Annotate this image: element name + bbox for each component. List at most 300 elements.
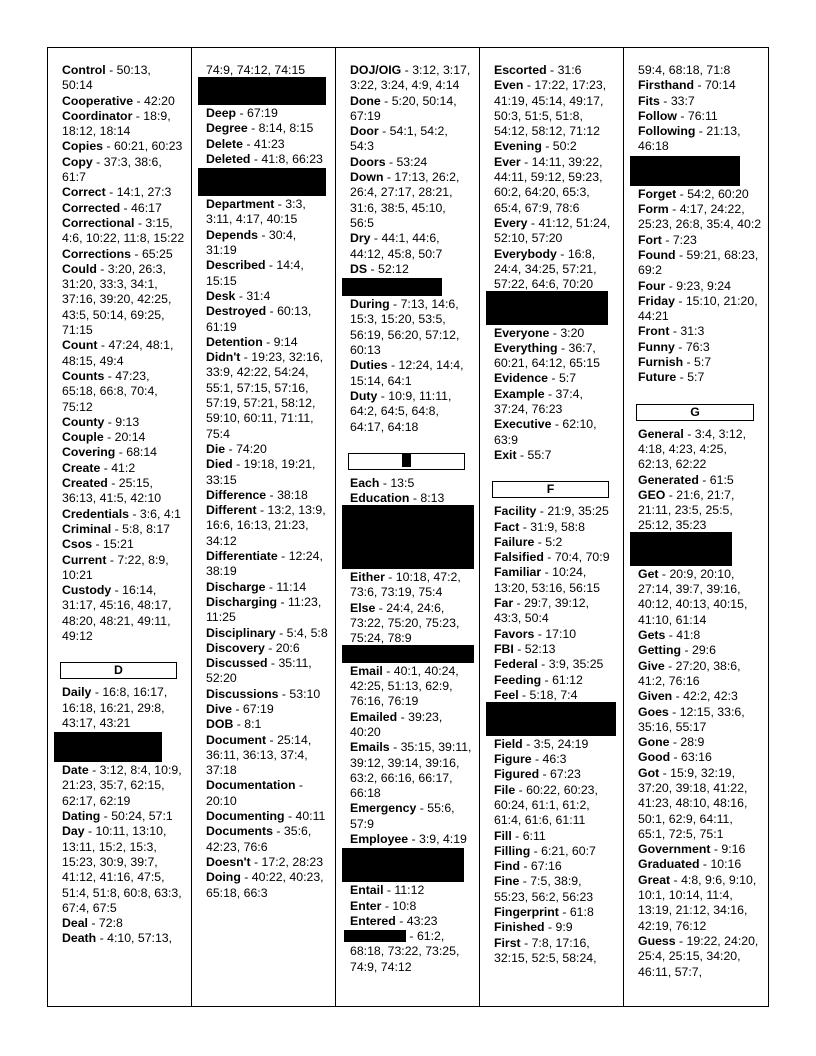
index-term: Emergency bbox=[350, 801, 417, 816]
index-entry: Correctional - 3:15, 4:6, 10:22, 11:8, 15:22 bbox=[62, 215, 185, 246]
index-entry: Fort - 7:23 bbox=[638, 232, 697, 247]
index-entry: Current - 7:22, 8:9, 10:21 bbox=[62, 552, 169, 582]
index-entry: Cooperative - 42:20 bbox=[62, 93, 175, 108]
index-entry: Good - 63:16 bbox=[638, 750, 712, 765]
index-entry: Failure - 5:2 bbox=[494, 534, 563, 549]
index-refs: 3:4, 3:12, 4:18, 4:23, 4:25, 62:13, 62:22 bbox=[638, 426, 747, 472]
index-entry: Difference - 38:18 bbox=[206, 487, 308, 502]
index-entry: DS - 52:12 bbox=[350, 261, 409, 276]
redacted-letter bbox=[402, 454, 411, 467]
index-term: Follow bbox=[638, 108, 677, 123]
index-term: Entail bbox=[350, 883, 384, 898]
index-term: Federal bbox=[494, 657, 538, 672]
index-refs: 3:20, 26:3, 31:20, 33:3, 34:1, 37:16, 39:20, 42:25, 43:5, 50:14, 69:25, 71:15 bbox=[62, 261, 172, 338]
index-term: Feel bbox=[494, 687, 519, 701]
index-entry: Corrected - 46:17 bbox=[62, 200, 162, 215]
index-refs: 3:3, 3:11, 4:17, 40:15 bbox=[206, 197, 306, 227]
index-refs: 17:2, 28:23 bbox=[261, 854, 324, 869]
index-entry: DOJ/OIG - 3:12, 3:17, 3:22, 3:24, 4:9, 4:14 bbox=[350, 63, 471, 93]
index-refs: 20:9, 20:10, 27:14, 39:7, 39:16, 40:12, 40:13, 40:15, 41:10, 61:14 bbox=[638, 566, 748, 627]
index-entry: Every - 41:12, 51:24, 52:10, 57:20 bbox=[494, 215, 611, 246]
index-entry: Day - 10:11, 13:10, 13:11, 15:2, 15:3, 15:23, 30:9, 39:7, 41:12, 41:16, 47:5, 51:4, 51:8, 60:8, 63:3, 67:4, 67:5 bbox=[62, 824, 182, 915]
index-term: Field bbox=[494, 736, 523, 751]
index-refs: 31:6 bbox=[557, 63, 582, 77]
index-term: Filling bbox=[494, 843, 531, 858]
index-entry: Given - 42:2, 42:3 bbox=[638, 689, 738, 704]
index-term: Different bbox=[206, 503, 257, 518]
index-term: Duty bbox=[350, 388, 378, 403]
index-term: Documenting bbox=[206, 809, 285, 824]
index-refs: 13:5 bbox=[390, 475, 415, 490]
index-term: Dry bbox=[350, 231, 371, 246]
index-refs: 3:12, 3:17, 3:22, 3:24, 4:9, 4:14 bbox=[350, 63, 471, 93]
index-refs: 76:11 bbox=[687, 108, 718, 123]
index-entry: Death - 4:10, 57:13, bbox=[62, 931, 173, 946]
index-entry: Different - 13:2, 13:9, 16:6, 16:13, 21:23, 34:12 bbox=[206, 503, 326, 548]
index-refs: 3:5, 24:19 bbox=[533, 736, 589, 751]
section-gap bbox=[62, 644, 185, 654]
index-term: Figured bbox=[494, 767, 540, 782]
index-refs: 9:16 bbox=[721, 842, 746, 857]
index-refs: 10:8 bbox=[392, 898, 417, 913]
index-term: DOB bbox=[206, 717, 234, 732]
index-refs: 7:22, 8:9, 10:21 bbox=[62, 552, 169, 582]
index-term: Delete bbox=[206, 136, 243, 151]
index-term: Firsthand bbox=[638, 78, 695, 93]
index-term: Guess bbox=[638, 933, 676, 948]
index-term: During bbox=[350, 297, 390, 312]
index-term: Given bbox=[638, 689, 673, 704]
index-refs: 74:9, 74:12, 74:15 bbox=[206, 63, 306, 76]
index-entry: First - 7:8, 17:16, 32:15, 52:5, 58:24, bbox=[494, 935, 597, 965]
index-refs: 31:4 bbox=[246, 288, 271, 303]
index-refs: 19:22, 24:20, 25:4, 25:15, 34:20, 46:11, 57:7, bbox=[638, 933, 759, 979]
index-entry: Done - 5:20, 50:14, 67:19 bbox=[350, 93, 457, 123]
index-entry: Follow - 76:11 bbox=[638, 108, 718, 123]
index-entry: Everybody - 16:8, 24:4, 34:25, 57:21, 57:22, 64:6, 70:20 bbox=[494, 246, 597, 290]
index-refs: 21:6, 21:7, 21:11, 23:5, 25:5, 25:12, 35:23 bbox=[638, 487, 735, 531]
index-refs: 52:13 bbox=[524, 641, 556, 656]
index-entry: Document - 25:14, 36:11, 36:13, 37:4, 37:18 bbox=[206, 732, 312, 778]
index-refs: 8:1 bbox=[244, 717, 262, 732]
index-refs: 15:10, 21:20, 44:21 bbox=[638, 293, 758, 324]
index-entry: Facility - 21:9, 35:25 bbox=[494, 504, 609, 519]
index-refs: 46:17 bbox=[131, 200, 162, 215]
index-term: Fits bbox=[638, 93, 660, 108]
index-term: Desk bbox=[206, 288, 236, 303]
index-entry: Delete - 41:23 bbox=[206, 136, 285, 151]
index-term: Covering bbox=[62, 445, 116, 460]
index-entry: Graduated - 10:16 bbox=[638, 857, 742, 872]
index-column-3 bbox=[336, 47, 479, 1007]
index-refs: 39:23, 40:20 bbox=[350, 709, 443, 739]
index-entry: Great - 4:8, 9:6, 9:10, 10:1, 10:14, 11:4, 13:19, 21:12, 34:16, 42:19, 76:12 bbox=[638, 872, 757, 933]
index-refs: 70:14 bbox=[704, 78, 736, 93]
index-entry: Down - 17:13, 26:2, 26:4, 27:17, 28:21, 31:6, 38:5, 45:10, 56:5 bbox=[350, 170, 460, 230]
index-term: Gets bbox=[638, 628, 666, 643]
index-term: Dating bbox=[62, 809, 101, 824]
index-refs: 60:13, 61:19 bbox=[206, 304, 312, 334]
index-refs: 61:5 bbox=[709, 472, 734, 487]
index-entry: Disciplinary - 5:4, 5:8 bbox=[206, 625, 328, 640]
index-entry: Forget - 54:2, 60:20 bbox=[638, 186, 749, 201]
index-refs: 19:18, 19:21, 33:15 bbox=[206, 457, 316, 487]
index-entry: Falsified - 70:4, 70:9 bbox=[494, 550, 610, 565]
index-refs: 29:6 bbox=[691, 643, 716, 658]
index-term: Finished bbox=[494, 920, 545, 935]
index-entry: Four - 9:23, 9:24 bbox=[638, 278, 731, 293]
index-entry: Could - 3:20, 26:3, 31:20, 33:3, 34:1, 37:16, 39:20, 42:25, 43:5, 50:14, 69:25, 71:15 bbox=[62, 261, 172, 338]
index-refs: 3:12, 8:4, 10:9, 21:23, 35:7, 62:15, 62:17, 62:19 bbox=[62, 763, 182, 808]
index-entry: Gone - 28:9 bbox=[638, 735, 705, 750]
index-term: Door bbox=[350, 124, 379, 139]
index-term: Everyone bbox=[494, 325, 550, 340]
index-term: Furnish bbox=[638, 355, 684, 370]
letter-header bbox=[348, 453, 465, 470]
index-term: Four bbox=[638, 278, 666, 293]
index-term: Doesn't bbox=[206, 854, 251, 869]
index-entry: Employee - 3:9, 4:19 bbox=[350, 831, 467, 846]
index-term: Discovery bbox=[206, 640, 265, 655]
index-term: Emailed bbox=[350, 709, 398, 724]
index-term: Current bbox=[62, 552, 107, 567]
index-refs: 70:4, 70:9 bbox=[554, 550, 610, 565]
index-refs: 14:11, 39:22, 44:11, 59:12, 59:23, 60:2, 64:20, 65:3, 65:4, 67:9, 78:6 bbox=[494, 154, 603, 215]
index-refs: 17:22, 17:23, 41:19, 45:14, 49:17, 50:3, 51:5, 51:8, 54:12, 58:12, 71:12 bbox=[494, 78, 607, 139]
index-refs: 9:13 bbox=[115, 414, 140, 429]
index-refs: 18:9, 18:12, 18:14 bbox=[62, 108, 171, 139]
index-entry: Desk - 31:4 bbox=[206, 288, 271, 303]
index-refs: 17:10 bbox=[545, 626, 577, 641]
redaction-bar bbox=[342, 848, 464, 882]
index-refs: 12:24, 38:19 bbox=[206, 549, 323, 579]
index-term: Employee bbox=[350, 831, 409, 846]
index-refs: 20:10 bbox=[206, 793, 237, 808]
index-term: Correct bbox=[62, 185, 106, 200]
index-term: Evening bbox=[494, 139, 542, 154]
index-refs: 42:20 bbox=[144, 93, 175, 108]
index-entry: Found - 59:21, 68:23, 69:2 bbox=[638, 247, 759, 278]
index-refs: 50:13, 50:14 bbox=[62, 63, 151, 93]
index-entry: Education - 8:13 bbox=[350, 491, 445, 505]
index-refs: 50:2 bbox=[552, 139, 577, 154]
index-term: Corrections bbox=[62, 246, 132, 261]
index-refs: 61:12 bbox=[552, 672, 583, 687]
index-term: Got bbox=[638, 765, 660, 780]
index-term: Everything bbox=[494, 340, 558, 355]
index-entry: Feeding - 61:12 bbox=[494, 672, 583, 687]
index-term: Gone bbox=[638, 735, 670, 750]
index-term: Funny bbox=[638, 339, 675, 354]
index-term: Done bbox=[350, 93, 381, 108]
index-refs: 6:11 bbox=[522, 828, 546, 843]
index-term: Escorted bbox=[494, 63, 547, 77]
index-refs: 35:6, 42:23, 76:6 bbox=[206, 824, 312, 854]
index-refs: 62:10, 63:9 bbox=[494, 417, 597, 447]
index-term: Falsified bbox=[494, 550, 544, 565]
index-entry: Filling - 6:21, 60:7 bbox=[494, 843, 596, 858]
index-refs: 59:21, 68:23, 69:2 bbox=[638, 247, 759, 278]
index-refs: 10:24, 13:20, 53:16, 56:15 bbox=[494, 565, 600, 595]
index-refs: 61:8 bbox=[569, 905, 594, 920]
index-entry: Evidence - 5:7 bbox=[494, 371, 577, 386]
index-refs: 4:8, 9:6, 9:10, 10:1, 10:14, 11:4, 13:19, 21:12, 34:16, 42:19, 76:12 bbox=[638, 872, 757, 933]
index-term: DOJ/OIG bbox=[350, 63, 402, 77]
index-entry: Csos - 15:21 bbox=[62, 537, 134, 552]
index-term: Every bbox=[494, 215, 528, 230]
index-entry: Doesn't - 17:2, 28:23 bbox=[206, 854, 324, 869]
index-entry: Finished - 9:9 bbox=[494, 920, 573, 935]
index-term: Future bbox=[638, 370, 677, 385]
index-entry: Future - 5:7 bbox=[638, 370, 705, 385]
index-term: Fort bbox=[638, 232, 662, 247]
index-entry: Correct - 14:1, 27:3 bbox=[62, 185, 172, 200]
index-refs: 16:8, 16:17, 16:18, 16:21, 29:8, 43:17, 43:21 bbox=[62, 685, 168, 730]
index-term: Department bbox=[206, 197, 275, 212]
index-term: Feeding bbox=[494, 672, 542, 687]
index-refs: 19:23, 32:16, 33:9, 42:22, 54:24, 55:1, 57:15, 57:16, 57:19, 57:21, 58:12, 59:10, 60:11, 71:11, 75:4 bbox=[206, 350, 324, 441]
index-entry: Control - 50:13, 50:14 bbox=[62, 63, 151, 93]
index-term: Entered bbox=[350, 913, 396, 928]
index-entry: Emailed - 39:23, 40:20 bbox=[350, 709, 443, 739]
index-entry: Evening - 50:2 bbox=[494, 139, 577, 154]
index-entry: Counts - 47:23, 65:18, 66:8, 70:4, 75:12 bbox=[62, 368, 158, 414]
index-term: Example bbox=[494, 386, 545, 401]
index-refs: 50:24, 57:1 bbox=[111, 809, 173, 824]
index-refs: 42:2, 42:3 bbox=[683, 689, 738, 704]
index-refs: 5:7 bbox=[694, 355, 712, 370]
index-refs: 41:8 bbox=[676, 628, 701, 643]
index-refs: 11:14 bbox=[276, 579, 307, 594]
index-entry: Corrections - 65:25 bbox=[62, 246, 173, 261]
index-term: Difference bbox=[206, 487, 267, 502]
index-refs: 5:8, 8:17 bbox=[122, 521, 171, 536]
index-entry: Funny - 76:3 bbox=[638, 339, 710, 354]
index-term: File bbox=[494, 782, 516, 797]
index-term: Discharging bbox=[206, 594, 278, 609]
index-entry: Figure - 46:3 bbox=[494, 752, 567, 767]
index-entry: DOB - 8:1 bbox=[206, 717, 262, 732]
index-refs: 4:17, 24:22, 25:23, 26:8, 35:4, 40:2 bbox=[638, 202, 762, 232]
index-term: Cooperative bbox=[62, 93, 134, 108]
index-term: Emails bbox=[350, 740, 390, 755]
index-refs: 17:13, 26:2, 26:4, 27:17, 28:21, 31:6, 38:5, 45:10, 56:5 bbox=[350, 170, 460, 230]
index-refs: 67:16 bbox=[530, 859, 562, 874]
index-term: Ever bbox=[494, 154, 521, 169]
index-refs: 11:23, 11:25 bbox=[206, 594, 322, 625]
index-term: Duties bbox=[350, 358, 388, 373]
index-refs: 60:21, 60:23 bbox=[113, 139, 183, 154]
index-entry: Doing - 40:22, 40:23, 65:18, 66:3 bbox=[206, 870, 324, 900]
index-entry: Daily - 16:8, 16:17, 16:18, 16:21, 29:8, 43:17, 43:21 bbox=[62, 685, 168, 730]
index-entry: Got - 15:9, 32:19, 37:20, 39:18, 41:22, 41:23, 48:10, 48:16, 50:1, 62:9, 64:11, 65:1, 72:5, 75:1 bbox=[638, 765, 748, 841]
index-entry: Figured - 67:23 bbox=[494, 767, 581, 782]
index-refs: 67:19 bbox=[242, 701, 274, 716]
index-refs: 21:13, 46:18 bbox=[638, 124, 741, 154]
redaction-bar bbox=[486, 291, 608, 325]
index-term: Great bbox=[638, 872, 671, 887]
index-refs: 5:18, 7:4 bbox=[529, 687, 578, 701]
letter-header bbox=[60, 662, 177, 679]
section-gap bbox=[638, 386, 762, 396]
index-term: Doing bbox=[206, 870, 241, 885]
index-refs: 20:6 bbox=[275, 640, 300, 655]
index-refs: 14:4, 15:15 bbox=[206, 258, 304, 288]
redaction-bar bbox=[342, 278, 442, 296]
index-entry: Government - 9:16 bbox=[638, 842, 746, 857]
index-column-5 bbox=[624, 47, 768, 1007]
index-refs: 21:9, 35:25 bbox=[547, 504, 609, 519]
index-entry: Create - 41:2 bbox=[62, 460, 136, 475]
index-refs: 41:23 bbox=[253, 136, 285, 151]
index-refs: 65:25 bbox=[141, 246, 173, 261]
index-refs: 53:10 bbox=[289, 686, 321, 701]
letter-header bbox=[492, 481, 609, 498]
index-entry: FBI - 52:13 bbox=[494, 641, 556, 656]
index-term: Detention bbox=[206, 334, 263, 349]
index-refs: 10:16 bbox=[710, 857, 742, 872]
index-entry: Find - 67:16 bbox=[494, 859, 562, 874]
index-entry: Copies - 60:21, 60:23 bbox=[62, 139, 183, 154]
index-entry: Discussed - 35:11, 52:20 bbox=[206, 656, 312, 686]
index-entry: Furnish - 5:7 bbox=[638, 355, 712, 370]
index-refs: 7:13, 14:6, 15:3, 15:20, 53:5, 56:19, 56:20, 57:12, 60:13 bbox=[350, 297, 460, 358]
index-refs: 68:14 bbox=[126, 445, 158, 460]
index-refs: 41:2 bbox=[111, 460, 136, 475]
letter-label: F bbox=[546, 482, 555, 497]
index-refs: 55:7 bbox=[527, 447, 552, 462]
index-entry: Email - 40:1, 40:24, 42:25, 51:13, 62:9, 76:16, 76:19 bbox=[350, 663, 459, 709]
index-entry: Generated - 61:5 bbox=[638, 472, 734, 487]
index-entry: Even - 17:22, 17:23, 41:19, 45:14, 49:17, 50:3, 51:5, 51:8, 54:12, 58:12, 71:12 bbox=[494, 78, 607, 139]
index-refs: 74:20 bbox=[236, 441, 267, 456]
index-entry: Discharging - 11:23, 11:25 bbox=[206, 594, 322, 625]
index-refs: 10:11, 13:10, 13:11, 15:2, 15:3, 15:23, 30:9, 39:7, 41:12, 41:16, 47:5, 51:4, 51:8, 60:8, 63:3, 67:4, 67:5 bbox=[62, 824, 182, 915]
index-refs: 47:23, 65:18, 66:8, 70:4, 75:12 bbox=[62, 368, 158, 414]
index-term: FBI bbox=[494, 641, 514, 656]
index-term: Custody bbox=[62, 583, 112, 598]
index-term: General bbox=[638, 426, 684, 441]
index-refs: 15:9, 32:19, 37:20, 39:18, 41:22, 41:23, 48:10, 48:16, 50:1, 62:9, 64:11, 65:1, 72:5, 75:1 bbox=[638, 765, 748, 841]
index-term: Get bbox=[638, 566, 659, 581]
index-refs: 43:23 bbox=[406, 913, 438, 928]
index-entry: Couple - 20:14 bbox=[62, 430, 146, 445]
index-term: Generated bbox=[638, 472, 699, 487]
index-refs: 55:6, 57:9 bbox=[350, 801, 455, 831]
index-term: Discussed bbox=[206, 656, 268, 671]
index-refs: 59:4, 68:18, 71:8 bbox=[638, 63, 731, 77]
index-entry: General - 3:4, 3:12, 4:18, 4:23, 4:25, 62:13, 62:22 bbox=[638, 426, 747, 472]
index-term: Figure bbox=[494, 752, 532, 767]
index-refs: 41:12, 51:24, 52:10, 57:20 bbox=[494, 215, 611, 246]
index-refs: 9:9 bbox=[555, 920, 573, 935]
index-entry: Exit - 55:7 bbox=[494, 447, 552, 462]
index-refs: 30:4, 31:19 bbox=[206, 227, 297, 258]
index-entry: Feel - 5:18, 7:4 bbox=[494, 687, 578, 701]
index-term: Exit bbox=[494, 447, 517, 462]
index-term: Familiar bbox=[494, 565, 542, 580]
letter-header bbox=[636, 404, 754, 421]
index-refs: 12:15, 33:6, 35:16, 55:17 bbox=[638, 704, 745, 734]
redaction-bar bbox=[486, 702, 616, 736]
index-refs: 40:22, 40:23, 65:18, 66:3 bbox=[206, 870, 324, 900]
index-entry: Fits - 33:7 bbox=[638, 93, 695, 108]
index-term: Csos bbox=[62, 537, 93, 552]
index-term: Executive bbox=[494, 417, 552, 432]
index-term: Discharge bbox=[206, 579, 266, 594]
index-entry: Dive - 67:19 bbox=[206, 701, 274, 716]
index-entry: Date - 3:12, 8:4, 10:9, 21:23, 35:7, 62:15, 62:17, 62:19 bbox=[62, 763, 182, 808]
index-refs: 10:18, 47:2, 73:6, 73:19, 75:4 bbox=[350, 570, 461, 600]
index-term: Failure bbox=[494, 534, 535, 549]
index-refs: 8:14, 8:15 bbox=[258, 121, 314, 136]
index-entry: Count - 47:24, 48:1, 48:15, 49:4 bbox=[62, 338, 174, 368]
redaction-bar bbox=[54, 732, 162, 762]
index-entry: Deep - 67:19 bbox=[206, 106, 278, 120]
redaction-bar bbox=[342, 645, 474, 663]
index-term: Deep bbox=[206, 106, 237, 120]
index-entry: Everything - 36:7, 60:21, 64:12, 65:15 bbox=[494, 340, 600, 371]
index-term: Down bbox=[350, 170, 384, 185]
index-term: Everybody bbox=[494, 246, 557, 261]
index-term: Government bbox=[638, 842, 711, 857]
index-term: Discussions bbox=[206, 686, 279, 701]
index-term: Create bbox=[62, 460, 101, 475]
index-term: County bbox=[62, 414, 105, 429]
index-term: Fingerprint bbox=[494, 905, 559, 920]
index-refs: 3:9, 4:19 bbox=[419, 831, 467, 846]
index-refs: 67:23 bbox=[550, 767, 581, 782]
index-refs: 3:15, 4:6, 10:22, 11:8, 15:22 bbox=[62, 215, 185, 246]
index-entry: Credentials - 3:6, 4:1 bbox=[62, 506, 181, 521]
index-refs: 33:7 bbox=[670, 93, 695, 108]
index-term: Far bbox=[494, 596, 514, 611]
index-entry: Detention - 9:14 bbox=[206, 334, 298, 349]
index-entry: Getting - 29:6 bbox=[638, 643, 716, 658]
index-entry: Front - 31:3 bbox=[638, 324, 705, 339]
index-entry: Door - 54:1, 54:2, 54:3 bbox=[350, 124, 448, 154]
index-term: Friday bbox=[638, 293, 675, 308]
index-entry: Doors - 53:24 bbox=[350, 154, 428, 169]
redaction-bar bbox=[344, 930, 406, 942]
index-entry: Familiar - 10:24, 13:20, 53:16, 56:15 bbox=[494, 565, 600, 595]
index-entry: Ever - 14:11, 39:22, 44:11, 59:12, 59:23, 60:2, 64:20, 65:3, 65:4, 67:9, 78:6 bbox=[494, 154, 603, 215]
index-refs: 60:22, 60:23, 60:24, 61:1, 61:2, 61:4, 61:6, 61:11 bbox=[494, 782, 598, 828]
index-entry: Following - 21:13, 46:18 bbox=[638, 124, 741, 154]
index-term: Copies bbox=[62, 139, 103, 154]
index-entry: Depends - 30:4, 31:19 bbox=[206, 227, 297, 258]
index-term: Deleted bbox=[206, 151, 251, 166]
index-refs: 40:1, 40:24, 42:25, 51:13, 62:9, 76:16, 76:19 bbox=[350, 663, 459, 709]
index-refs: 35:15, 39:11, 39:12, 39:14, 39:16, 63:2, 66:16, 66:17, 66:18 bbox=[350, 740, 472, 801]
index-entry: Field - 3:5, 24:19 bbox=[494, 736, 589, 751]
index-entry: Degree - 8:14, 8:15 bbox=[206, 121, 314, 136]
index-term: GEO bbox=[638, 487, 666, 502]
index-entry: Criminal - 5:8, 8:17 bbox=[62, 521, 171, 536]
index-entry: Fine - 7:5, 38:9, 55:23, 56:2, 56:23 bbox=[494, 874, 594, 904]
index-term: Control bbox=[62, 63, 106, 77]
index-entry: Destroyed - 60:13, 61:19 bbox=[206, 304, 312, 334]
index-refs: 44:1, 44:6, 44:12, 45:8, 50:7 bbox=[350, 231, 443, 261]
index-term: Disciplinary bbox=[206, 625, 276, 640]
index-term: Getting bbox=[638, 643, 682, 658]
index-refs: 37:3, 38:6, 61:7 bbox=[62, 154, 162, 185]
index-term: Corrected bbox=[62, 200, 121, 215]
index-refs: 53:24 bbox=[396, 154, 428, 169]
index-term: Find bbox=[494, 859, 520, 874]
index-entry: Documenting - 40:11 bbox=[206, 809, 326, 824]
index-entry: Goes - 12:15, 33:6, 35:16, 55:17 bbox=[638, 704, 745, 734]
